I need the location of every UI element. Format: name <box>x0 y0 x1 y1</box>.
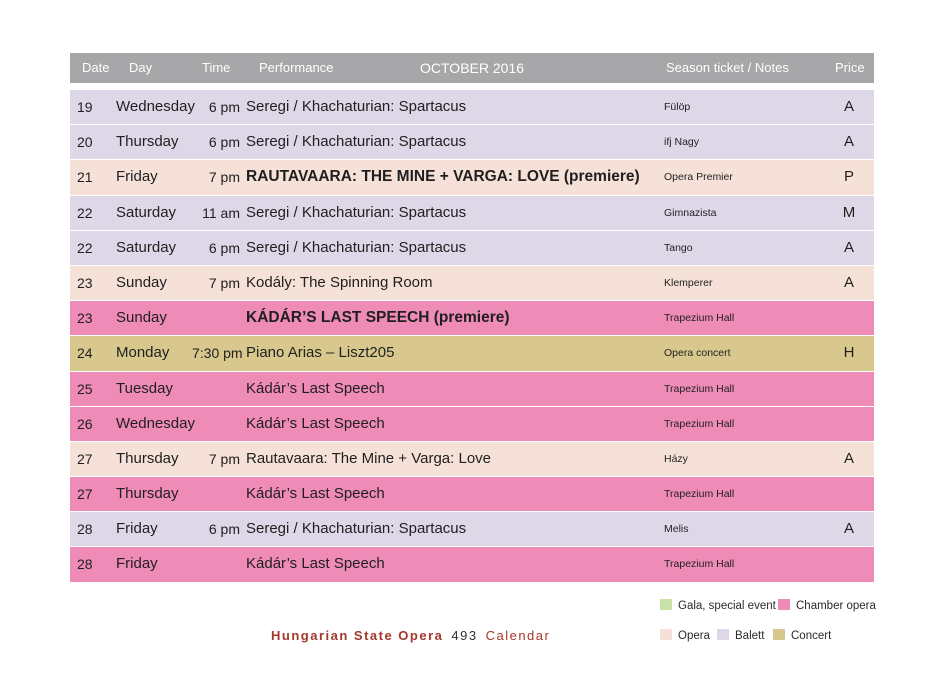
header-performance: Performance <box>259 60 334 75</box>
cell-day: Thursday <box>116 133 179 151</box>
footer-section: Calendar <box>485 628 551 643</box>
table-row <box>70 265 874 300</box>
legend-gala <box>660 599 776 612</box>
cell-date: 23 <box>77 274 93 291</box>
cell-price: H <box>843 344 855 362</box>
header-month: OCTOBER 2016 <box>420 60 525 76</box>
cell-date: 23 <box>77 310 93 327</box>
table-row <box>70 371 874 406</box>
cell-notes: ifj Nagy <box>664 136 700 149</box>
header-notes: Season ticket / Notes <box>666 60 789 75</box>
legend-chamber-label: Chamber opera <box>796 600 876 612</box>
cell-time: 6 pm <box>208 99 240 115</box>
table-row <box>70 335 874 370</box>
cell-time: 7 pm <box>208 169 240 186</box>
cell-date: 22 <box>77 239 93 256</box>
cell-day: Friday <box>116 520 158 538</box>
cell-time: 6 pm <box>208 239 240 256</box>
cell-price: M <box>842 203 856 221</box>
cell-time: 7:30 pm <box>192 345 243 362</box>
cell-time: 6 pm <box>208 521 240 538</box>
cell-day: Wednesday <box>116 98 195 115</box>
table-row <box>70 159 874 194</box>
cell-notes: Házy <box>664 452 688 465</box>
legend-balett-label: Balett <box>735 630 765 642</box>
cell-day: Friday <box>116 168 158 186</box>
cell-day: Tuesday <box>116 379 173 397</box>
cell-day: Sunday <box>116 273 167 291</box>
cell-date: 27 <box>77 450 93 467</box>
cell-notes: Trapezium Hall <box>664 312 735 325</box>
cell-price: A <box>843 98 854 115</box>
table-row <box>70 300 874 335</box>
legend-balett-swatch <box>717 629 729 640</box>
table-row <box>70 89 874 124</box>
cell-price: A <box>843 238 854 256</box>
cell-day: Friday <box>116 555 158 573</box>
cell-price: A <box>843 273 854 291</box>
cell-day: Saturday <box>116 203 177 221</box>
header-day: Day <box>129 60 153 75</box>
table-row <box>70 124 874 159</box>
cell-notes: Trapezium Hall <box>664 417 735 430</box>
cell-performance: Rautavaara: The Mine + Varga: Love <box>246 449 492 467</box>
cell-time: 11 am <box>202 204 240 221</box>
cell-date: 28 <box>77 556 93 573</box>
header-date: Date <box>82 60 110 75</box>
cell-price: A <box>843 520 854 538</box>
cell-time: 7 pm <box>208 274 240 291</box>
cell-performance: Kádár’s Last Speech <box>246 379 385 397</box>
cell-performance: Kádár’s Last Speech <box>246 485 385 503</box>
cell-performance: KÁDÁR’S LAST SPEECH (premiere) <box>246 309 510 327</box>
legend-concert-label: Concert <box>791 630 832 642</box>
cell-notes: Klemperer <box>664 276 713 289</box>
cell-performance: Seregi / Khachaturian: Spartacus <box>246 98 467 115</box>
cell-performance: Kádár’s Last Speech <box>246 414 385 432</box>
cell-notes: Opera concert <box>664 347 731 360</box>
legend-concert-swatch <box>773 629 785 640</box>
cell-performance: Seregi / Khachaturian: Spartacus <box>246 133 467 151</box>
cell-performance: Kádár’s Last Speech <box>246 555 385 573</box>
calendar-table <box>70 53 874 582</box>
cell-notes: Trapezium Hall <box>664 488 735 501</box>
cell-price: A <box>843 133 854 151</box>
table-row <box>70 511 874 546</box>
legend-opera-swatch <box>660 629 672 640</box>
legend-chamber-swatch <box>778 599 790 610</box>
legend-opera <box>660 629 710 642</box>
table-row <box>70 476 874 511</box>
cell-notes: Melis <box>664 523 689 536</box>
cell-date: 19 <box>77 99 93 115</box>
table-row <box>70 406 874 441</box>
footer-page-number: 493 <box>451 628 478 643</box>
cell-notes: Trapezium Hall <box>664 558 735 571</box>
cell-date: 26 <box>77 415 93 432</box>
cell-price: A <box>843 449 854 467</box>
legend-gala-label: Gala, special event <box>678 600 776 612</box>
cell-notes: Opera Premier <box>664 171 733 184</box>
cell-performance: Seregi / Khachaturian: Spartacus <box>246 203 467 221</box>
cell-date: 24 <box>77 345 93 362</box>
table-header <box>70 53 874 83</box>
cell-time: 7 pm <box>208 450 240 467</box>
table-row <box>70 230 874 265</box>
table-row <box>70 195 874 230</box>
cell-date: 21 <box>77 169 93 186</box>
legend-gala-swatch <box>660 599 672 610</box>
cell-performance: Piano Arias – Liszt205 <box>246 344 395 362</box>
legend-balett <box>717 629 764 642</box>
table-row <box>70 546 874 581</box>
cell-notes: Gimnazista <box>664 206 717 219</box>
cell-day: Thursday <box>116 449 179 467</box>
page-footer <box>271 628 550 643</box>
cell-notes: Fülöp <box>664 101 691 113</box>
cell-time: 6 pm <box>208 134 240 151</box>
cell-day: Wednesday <box>116 414 195 432</box>
legend-chamber <box>778 599 876 612</box>
cell-date: 25 <box>77 380 93 397</box>
cell-performance: Seregi / Khachaturian: Spartacus <box>246 238 467 256</box>
cell-date: 20 <box>77 134 93 151</box>
footer-organization: Hungarian State Opera <box>271 628 444 643</box>
cell-date: 28 <box>77 521 93 538</box>
cell-date: 22 <box>77 204 93 221</box>
cell-day: Saturday <box>116 238 177 256</box>
cell-day: Sunday <box>116 309 167 327</box>
table-body <box>70 89 874 582</box>
cell-day: Monday <box>116 344 170 362</box>
table-row <box>70 441 874 476</box>
cell-day: Thursday <box>116 485 179 503</box>
legend-concert <box>773 629 831 642</box>
cell-performance: Kodály: The Spinning Room <box>246 273 433 291</box>
cell-performance: Seregi / Khachaturian: Spartacus <box>246 520 467 538</box>
cell-notes: Trapezium Hall <box>664 382 735 395</box>
header-time: Time <box>202 60 231 75</box>
header-price: Price <box>835 60 865 75</box>
cell-notes: Tango <box>664 241 693 254</box>
cell-date: 27 <box>77 486 93 503</box>
cell-price: P <box>843 168 854 186</box>
legend-opera-label: Opera <box>678 630 710 642</box>
cell-performance: RAUTAVAARA: THE MINE + VARGA: LOVE (premiere) <box>246 168 640 186</box>
